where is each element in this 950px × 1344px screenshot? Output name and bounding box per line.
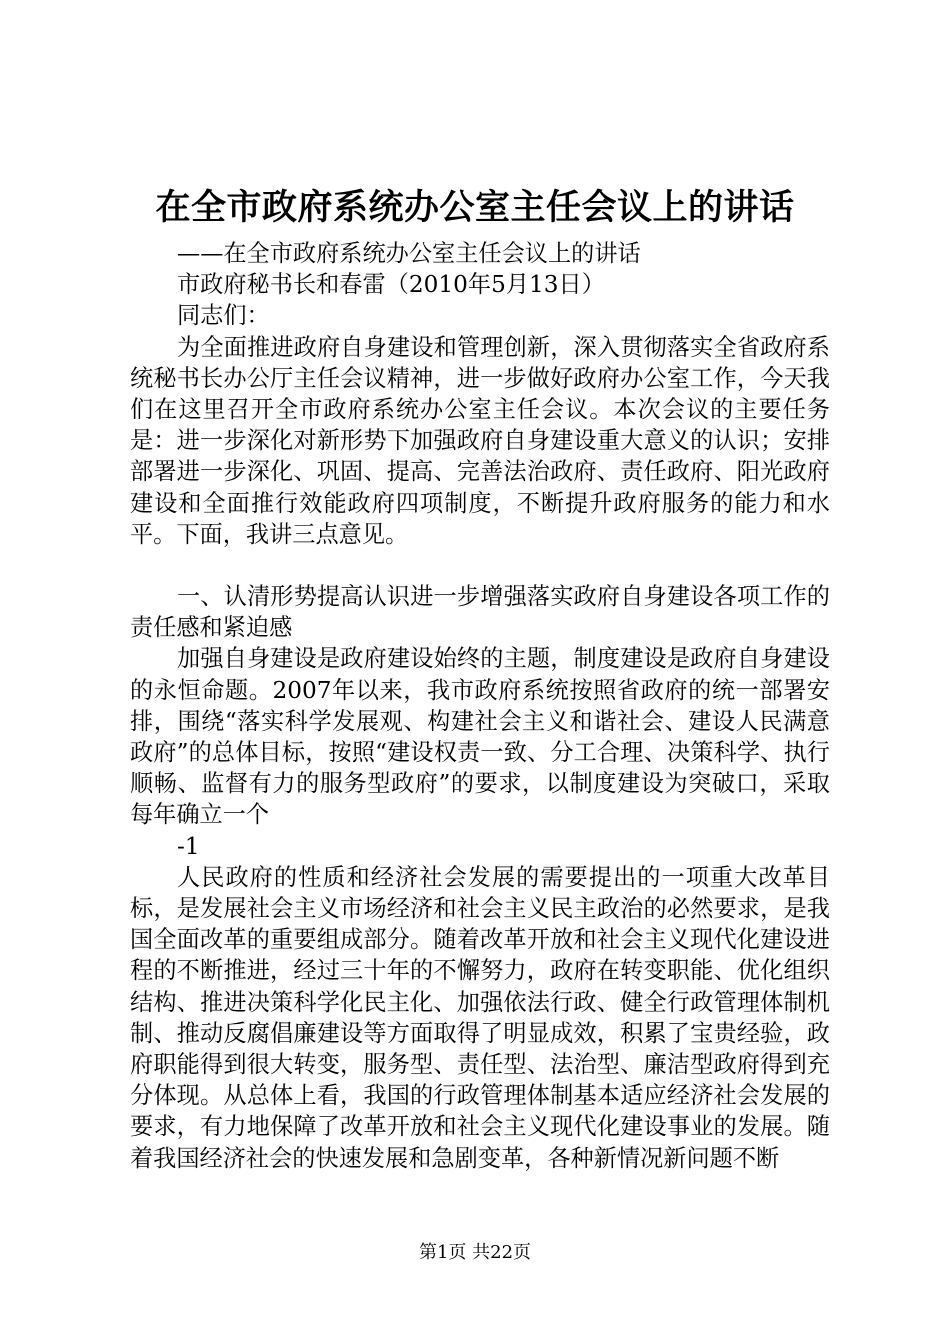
page-footer: 第1页 共22页 — [418, 1242, 532, 1263]
paragraph-2: 加强自身建设是政府建设始终的主题，制度建设是政府自身建设的永恒命题。2007年以来，我市政府系统按照省政府的统一部署安排，围绕“落实科学发展观、构建社会主义和谐社会、建设人民满意政府”的总体目标，按照“建设权责一致、分工合理、决策科学、执行顺畅、监督有力的服务型政府”的要求，以制度建设为突破口，采取每年确立一个 — [130, 645, 830, 829]
subtitle: ——在全市政府系统办公室主任会议上的讲话 — [177, 240, 641, 267]
paragraph-intro: 为全面推进政府自身建设和管理创新，深入贯彻落实全省政府系统秘书长办公厅主任会议精神，进一步做好政府办公室工作，今天我们在这里召开全市政府系统办公室主任会议。本次会议的主要任务是：进一步深化对新形势下加强政府自身建设重大意义的认识；安排部署进一步深化、巩固、提高、完善法治政府、责任政府、阳光政府建设和全面推行效能政府四项制度，不断提升政府服务的能力和水平。下面，我讲三点意见。 — [130, 333, 830, 548]
speaker-line: 市政府秘书长和春雷（2010年5月13日） — [177, 271, 605, 299]
document-body — [130, 238, 830, 1174]
paragraph-gap — [130, 550, 830, 581]
salutation: 同志们： — [177, 302, 270, 330]
document-title: 在全市政府系统办公室主任会议上的讲话 — [155, 187, 795, 228]
paragraph-3: 人民政府的性质和经济社会发展的需要提出的一项重大改革目标，是发展社会主义市场经济和社会主义民主政治的必然要求，是我国全面改革的重要组成部分。随着改革开放和社会主义现代化建设进程的不断推进，经过三十年的不懈努力，政府在转变职能、优化组织结构、推进决策科学化民主化、加强依法行政、健全行政管理体制机制、推动反腐倡廉建设等方面取得了明显成效，积累了宝贵经验，政府职能得到很大转变，服务型、责任型、法治型、廉洁型政府得到充分体现。从总体上看，我国的行政管理体制基本适应经济社会发展的要求，有力地保障了改革开放和社会主义现代化建设事业的发展。随着我国经济社会的快速发展和急剧变革，各种新情况新问题不断 — [130, 863, 830, 1172]
section-heading-1: 一、认清形势提高认识进一步增强落实政府自身建设各项工作的责任感和紧迫感 — [130, 583, 830, 642]
page-marker: -1 — [177, 832, 200, 860]
